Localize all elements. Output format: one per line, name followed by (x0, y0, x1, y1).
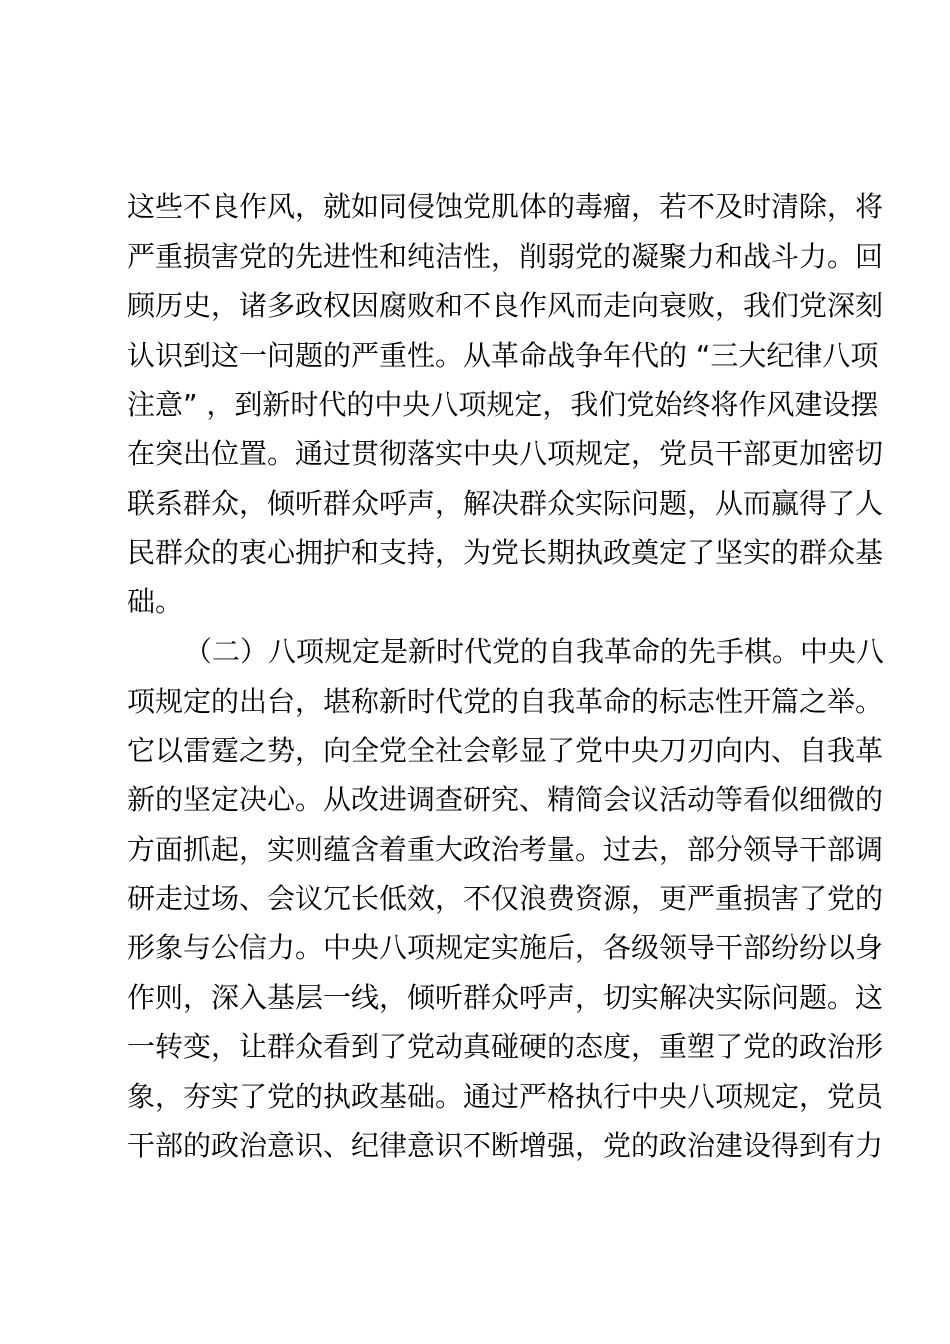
text-line: 在突出位置。通过贯彻落实中央八项规定，党员干部更加密切 (127, 437, 884, 470)
text-line: 顾历史，诸多政权因腐败和不良作风而走向衰败，我们党深刻 (127, 289, 884, 322)
text-line: 象，夯实了党的执政基础。通过严格执行中央八项规定，党员 (127, 1080, 884, 1113)
text-line: 项规定的出台，堪称新时代党的自我革命的标志性开篇之举。 (127, 685, 884, 718)
text-line: 严重损害党的先进性和纯洁性，削弱党的凝聚力和战斗力。回 (127, 240, 884, 273)
text-line: 联系群众，倾听群众呼声，解决群众实际问题，从而赢得了人 (127, 487, 884, 520)
text-line: 方面抓起，实则蕴含着重大政治考量。过去，部分领导干部调 (127, 833, 884, 866)
text-line: 新的坚定决心。从改进调查研究、精简会议活动等看似细微的 (127, 783, 884, 816)
paragraph-first-line: （二）八项规定是新时代党的自我革命的先手棋。中央八 (184, 635, 885, 668)
text-line: 一转变，让群众看到了党动真碰硬的态度，重塑了党的政治形 (127, 1030, 884, 1063)
text-line: 注意” ，到新时代的中央八项规定，我们党始终将作风建设摆 (127, 388, 879, 421)
text-line: 它以雷霆之势，向全党全社会彰显了党中央刀刃向内、自我革 (127, 734, 884, 767)
text-line: 民群众的衷心拥护和支持，为党长期执政奠定了坚实的群众基 (127, 536, 884, 569)
text-line: 干部的政治意识、纪律意识不断增强，党的政治建设得到有力 (127, 1129, 884, 1162)
text-line: 研走过场、会议冗长低效，不仅浪费资源，更严重损害了党的 (127, 882, 884, 915)
text-line: 形象与公信力。中央八项规定实施后，各级领导干部纷纷以身 (127, 931, 884, 964)
text-line: 础。 (127, 585, 184, 618)
text-line: 作则，深入基层一线，倾听群众呼声，切实解决实际问题。这 (127, 981, 884, 1014)
text-line: 这些不良作风，就如同侵蚀党肌体的毒瘤，若不及时清除，将 (127, 190, 884, 223)
text-line: 认识到这一问题的严重性。从革命战争年代的 “三大纪律八项 (127, 339, 879, 372)
